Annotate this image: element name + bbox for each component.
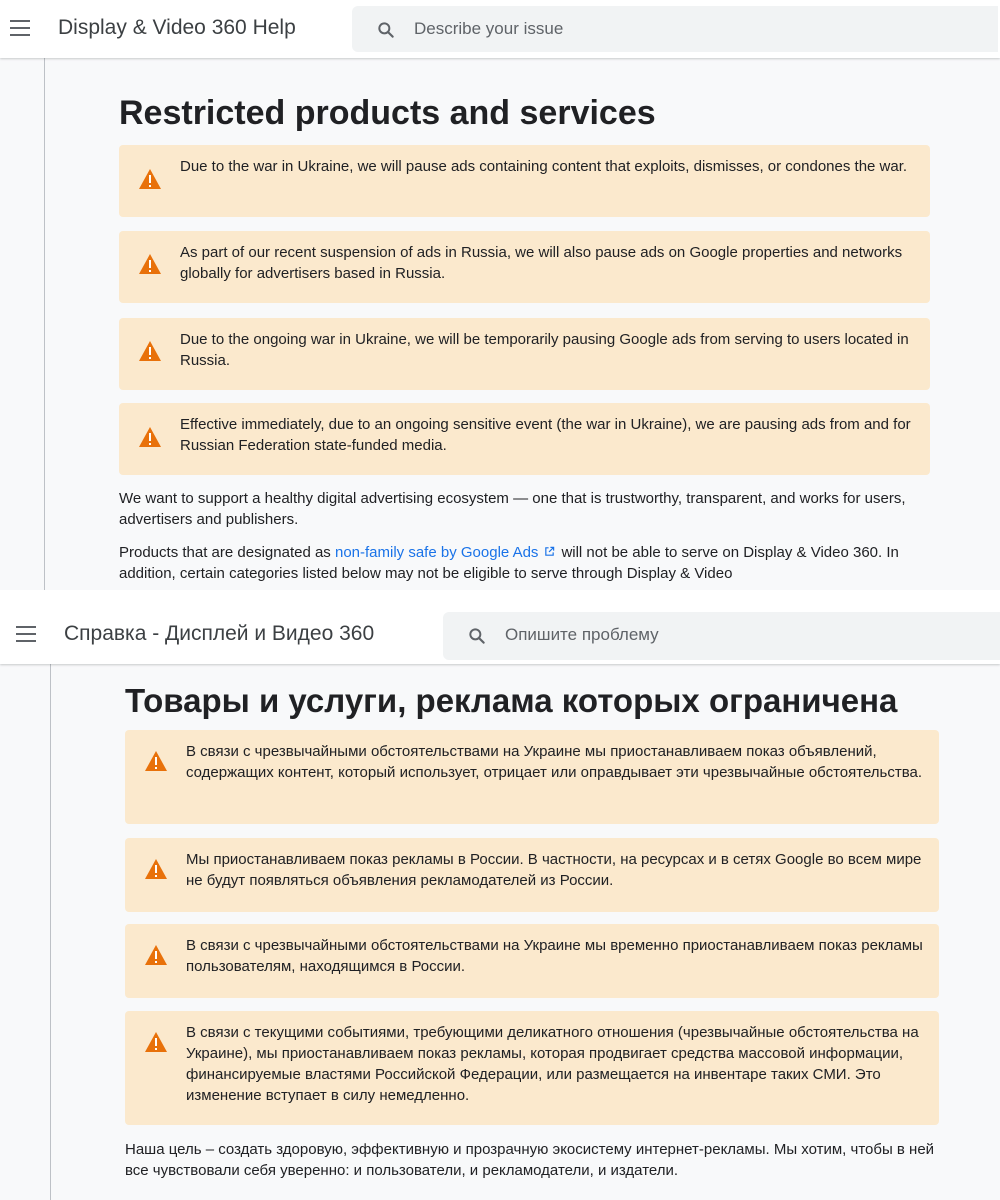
- left-divider: [50, 664, 51, 1200]
- warning-icon: [138, 340, 162, 362]
- warning-notice: [125, 838, 939, 912]
- warning-icon: [144, 1031, 168, 1053]
- warning-icon: [144, 750, 168, 772]
- non-family-safe-link[interactable]: non-family safe by Google Ads: [334, 544, 539, 561]
- paragraph-text: Products that are designated as: [119, 544, 335, 561]
- notice-text: В связи с чрезвычайными обстоятельствами на Украине мы приостанавливаем показ объявлений, содержащих контент, который использует, отрицает или оправдывает эти чрезвычайные обстоятельства.: [186, 743, 923, 781]
- notice-text: Effective immediately, due to an ongoing sensitive event (the war in Ukraine), we are pausing ads from and for Russian Federation state-funded media.: [180, 416, 911, 454]
- restriction-paragraph: [119, 542, 934, 584]
- search-icon: [376, 20, 396, 40]
- warning-icon: [138, 253, 162, 275]
- warning-icon: [144, 858, 168, 880]
- notice-text: В связи с текущими событиями, требующими деликатного отношения (чрезвычайные обстоятельства на Украине), мы приостанавливаем показ рекламы, которая продвигает средства массовой информации, финансируемые властями Российской Федерации, или размещается на инвентаре таких СМИ. Это изменение вступает в силу немедленно.: [186, 1024, 919, 1104]
- menu-icon[interactable]: [10, 20, 30, 36]
- notice-text: As part of our recent suspension of ads in Russia, we will also pause ads on Google properties and networks globally for advertisers based in Russia.: [180, 244, 903, 282]
- warning-icon: [138, 168, 162, 190]
- article-content: [0, 58, 1000, 590]
- app-title[interactable]: Справка - Дисплей и Видео 360: [64, 622, 375, 645]
- article-content: [0, 664, 1000, 1200]
- app-title[interactable]: Display & Video 360 Help: [58, 16, 296, 39]
- search-icon: [467, 626, 487, 646]
- warning-notice: [125, 730, 939, 824]
- search-input[interactable]: [352, 6, 998, 52]
- search-input[interactable]: [443, 612, 1000, 660]
- warning-notice: [119, 318, 930, 390]
- app-bar: [0, 604, 1000, 664]
- warning-notice: [125, 1011, 939, 1125]
- search-placeholder[interactable]: Опишите проблему: [505, 625, 659, 644]
- warning-notice: [119, 403, 930, 475]
- notice-text: Due to the war in Ukraine, we will pause ads containing content that exploits, dismisses, or condones the war.: [180, 158, 908, 175]
- app-bar: [0, 0, 1000, 58]
- intro-paragraph: We want to support a healthy digital advertising ecosystem — one that is trustworthy, transparent, and works for users, advertisers and publishers.: [119, 490, 906, 528]
- external-link-icon[interactable]: [544, 546, 555, 557]
- paragraph-text: will not be able to serve on Display & Video 360. In addition, certain categories listed below may not be eligible to serve through Display & Video: [119, 544, 899, 582]
- intro-paragraph: Наша цель – создать здоровую, эффективную и прозрачную экосистему интернет-рекламы. Мы хотим, чтобы в ней все чувствовали себя уверенно: и пользователи, и рекламодатели, и издатели.: [125, 1141, 935, 1179]
- search-placeholder[interactable]: Describe your issue: [414, 19, 564, 38]
- left-divider: [44, 58, 45, 590]
- warning-notice: [125, 924, 939, 998]
- notice-text: Due to the ongoing war in Ukraine, we will be temporarily pausing Google ads from serving to users located in Russia.: [180, 331, 909, 369]
- menu-icon[interactable]: [16, 626, 36, 642]
- warning-icon: [138, 426, 162, 448]
- notice-text: В связи с чрезвычайными обстоятельствами на Украине мы временно приостанавливаем показ рекламы пользователям, находящимся в России.: [186, 937, 923, 975]
- page-title: Restricted products and services: [119, 94, 656, 132]
- warning-icon: [144, 944, 168, 966]
- warning-notice: [119, 145, 930, 217]
- notice-text: Мы приостанавливаем показ рекламы в России. В частности, на ресурсах и в сетях Google во всем мире не будут появляться объявления рекламодателей из России.: [186, 851, 922, 889]
- warning-notice: [119, 231, 930, 303]
- page-title: Товары и услуги, реклама которых ограничена: [125, 682, 898, 719]
- russian-help-panel: [0, 604, 1000, 1200]
- english-help-panel: [0, 0, 1000, 590]
